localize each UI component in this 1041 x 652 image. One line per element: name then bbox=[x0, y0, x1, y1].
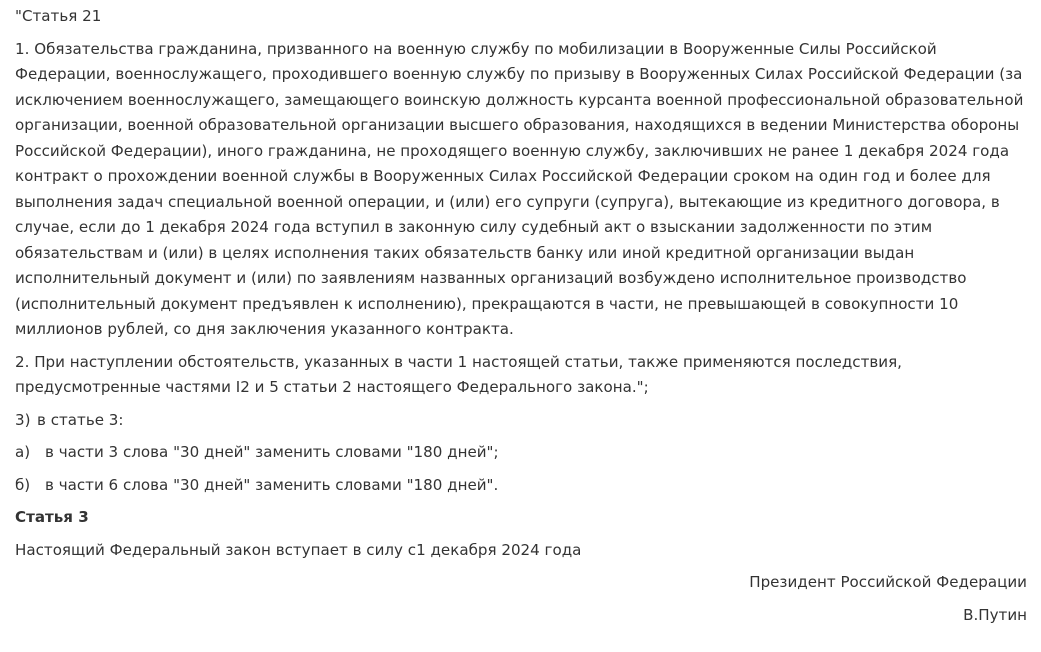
article-21-heading: "Статья 21 bbox=[15, 7, 102, 25]
list-item-text: в части 3 слова "30 дней" заменить словами "180 дней"; bbox=[45, 443, 499, 461]
signature-title: Президент Российской Федерации bbox=[749, 573, 1027, 591]
list-item-text: в статье 3: bbox=[37, 410, 124, 429]
list-item-3b bbox=[15, 473, 1027, 499]
list-marker: б) bbox=[15, 475, 31, 494]
list-item-3a bbox=[15, 440, 1027, 466]
article-3-text: Настоящий Федеральный закон вступает в силу с1 декабря 2024 года bbox=[15, 540, 582, 559]
list-marker: 3) bbox=[15, 410, 31, 429]
article-21-part-2: 2. При наступлении обстоятельств, указанных в части 1 настоящей статьи, также применяются последствия, предусмотренные частями I2 и 5 статьи 2 настоящего Федерального закона."; bbox=[15, 352, 902, 396]
article-21-part-1: 1. Обязательства гражданина, призванного на военную службу по мобилизации в Вооруженные Силы Российской Федерации, военнослужащего, проходившего военную службу по призыву в Вооруженных Силах Российской Федерации (за исключением военнослужащего, замещающего воинскую должность курсанта военной профессиональной образовательной организации, военной образовательной организации высшего образования, находящихся в ведении Министерства обороны Российской Федерации), иного гражданина, не проходящего военную службу, заключивших не ранее 1 декабря 2024 года контракт о прохождении военной службы в Вооруженных Силах Российской Федерации сроком на один год и более для выполнения задач специальной военной операции, и (или) его супруги (супруга), вытекающие из кредитного договора, в случае, если до 1 декабря 2024 года вступил в законную силу судебный акт о взыскании задолженности по этим обязательствам и (или) в целях исполнения таких обязательств банку или иной кредитной организации выдан исполнительный документ и (или) по заявлениям названных организаций возбуждено исполнительное производство (исполнительный документ предъявлен к исполнению), прекращаются в части, не превышающей в совокупности 10 миллионов рублей, со дня заключения указанного контракта. bbox=[15, 39, 1024, 338]
list-item-3 bbox=[15, 408, 1027, 434]
list-item-text: в части 6 слова "30 дней" заменить словами "180 дней". bbox=[45, 475, 499, 494]
list-marker: а) bbox=[15, 443, 31, 461]
article-3-heading: Статья 3 bbox=[15, 508, 89, 526]
signature-name: В.Путин bbox=[963, 605, 1027, 624]
